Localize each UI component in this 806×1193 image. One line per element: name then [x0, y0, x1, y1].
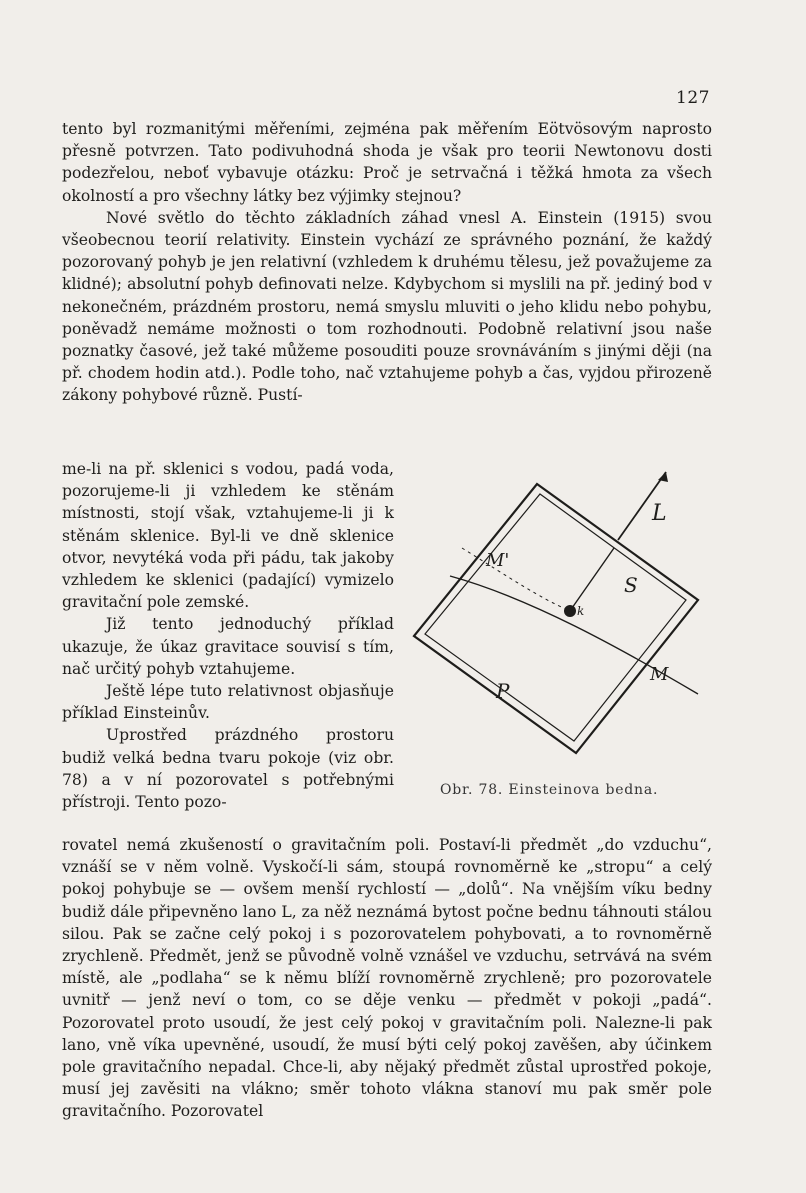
body-text-bottom	[62, 834, 712, 1123]
label-P: P	[496, 679, 510, 703]
body-text-top	[62, 118, 712, 407]
paragraph-1: tento byl rozmanitými měřeními, zejména pak měřením Eötvösovým naprosto přesně potvrzen. Tato podivuhodná shoda je však pro teorii Newtonovu dosti podezřelou, neboť vybavuje otázku: Proč je setrvačná i těžká hmota za všech okolností a pro všechny látky bez výjimky stejnou?	[62, 120, 712, 205]
paragraph-3: Již tento jednoduchý příklad ukazuje, že úkaz gravitace souvisí s tím, nač určitý pohyb vztahujeme.	[62, 615, 394, 678]
paragraph-4: Ještě lépe tuto relativnost objasňuje příklad Einsteinův.	[62, 682, 394, 723]
body-text-narrow-column	[62, 458, 394, 813]
paragraph-2-continued: me-li na př. sklenici s vodou, padá voda, pozorujeme-li ji vzhledem ke stěnám místnosti, stojí však, vztahujeme-li ji k stěnám sklenice. Byl-li ve dně sklenice otvor, nevytéká voda při pádu, tak jakoby vzhledem ke sklenici (padající) vymizelo gravitační pole zemské.	[62, 460, 394, 612]
object-k	[564, 605, 576, 617]
label-M: M	[650, 664, 669, 685]
figure-einstein-box	[400, 458, 710, 763]
label-M-prime: M'	[486, 550, 510, 571]
paragraph-5-rest: rovatel nemá zkušeností o gravitačním poli. Postaví-li předmět „do vzduchu“, vznáší se v něm volně. Vyskočí-li sám, stoupá rovnoměrně ke „stropu“ a celý pokoj pohybuje se — ovšem menší rychlostí — „dolů“. Na vnějším víku bedny budiž dále připevněno lano L, za něž neznámá bytost počne bednu táhnouti stálou silou. Pak se začne celý pokoj i s pozorovatelem pohybovati, a to rovnoměrně zrychleně. Předmět, jenž se původně volně vznášel ve vzduchu, setrvává na svém místě, ale „podlaha“ se k němu blíží rovnoměrně zrychleně; pro pozorovatele uvnitř — jenž neví o tom, co se děje venku — předmět v pokoji „padá“. Pozorovatel proto usoudí, že jest celý pokoj v gravitačním poli. Nalezne-li pak lano, vně víka upevněné, usoudí, že musí býti celý pokoj zavěšen, aby účinkem pole gravitačního nepadal. Chce-li, aby nějaký předmět zůstal uprostřed pokoje, musí jej zavěsiti na vlákno; směr tohoto vlákna stanoví mu pak směr pole gravitačního. Pozorovatel	[62, 836, 712, 1121]
figure-caption: Obr. 78. Einsteinova bedna.	[440, 782, 659, 798]
string-line	[572, 548, 614, 608]
label-S: S	[624, 573, 638, 597]
box-inner	[425, 494, 686, 741]
paragraph-5-start: Uprostřed prázdného prostoru budiž velká bedna tvaru pokoje (viz obr. 78) a v ní pozorovatel s potřebnými přístroji. Tento pozo-	[62, 726, 394, 812]
label-k: k	[577, 604, 585, 618]
page-number: 127	[676, 88, 710, 108]
label-L: L	[652, 501, 667, 526]
paragraph-2: Nové světlo do těchto základních záhad vnesl A. Einstein (1915) svou všeobecnou teorií relativity. Einstein vychází ze správného poznání, že každý pozorovaný pohyb je jen relativní (vzhledem k druhému tělesu, jež považujeme za klidné); absolutní pohyb definovati nelze. Kdybychom si myslili na př. jediný bod v nekonečném, prázdném prostoru, nemá smyslu mluviti o jeho klidu nebo pohybu, poněvadž nemáme možnosti o tom rozhodnouti. Podobně relativní jsou naše poznatky časové, jež také můžeme posouditi pouze srovnáváním s jinými ději (na př. chodem hodin atd.). Podle toho, nač vztahujeme pohyb a čas, vyjdou přirozeně zákony pohybové různě. Pustí-	[62, 208, 712, 405]
